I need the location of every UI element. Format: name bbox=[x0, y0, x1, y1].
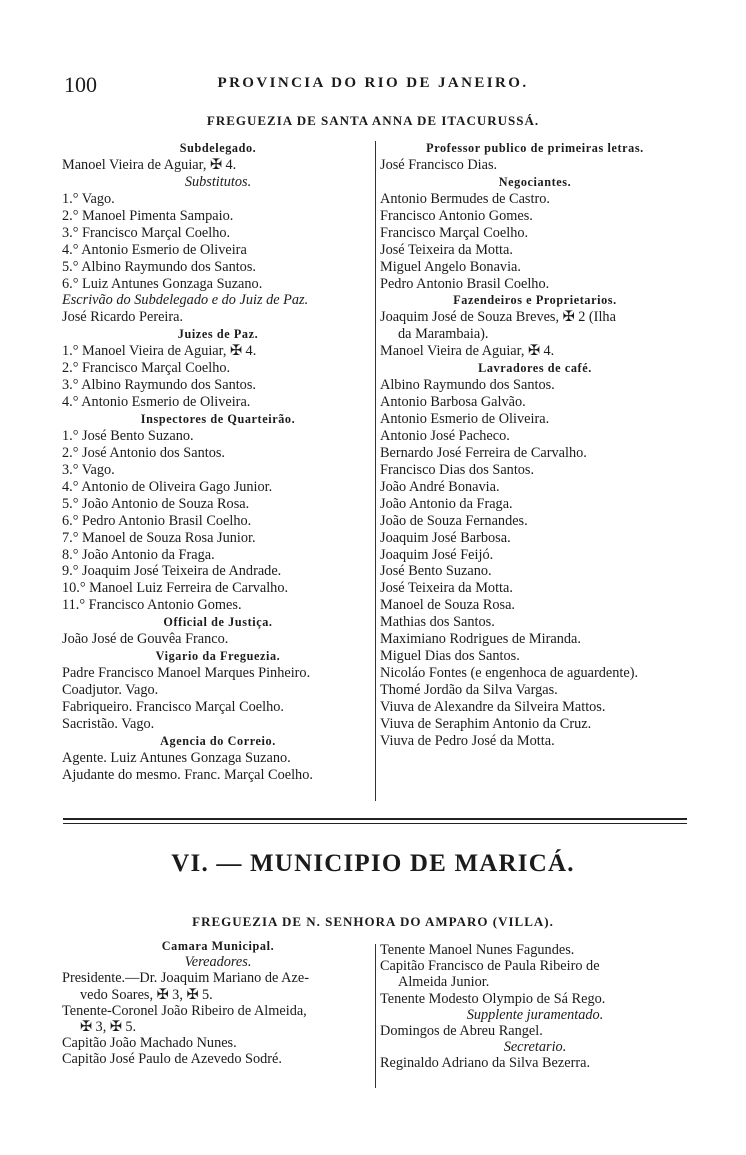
entry-line: Fabriqueiro. Francisco Marçal Coelho. bbox=[62, 698, 284, 715]
section1-left-column bbox=[62, 140, 374, 784]
entry-line: Secretario. bbox=[503, 1039, 567, 1056]
entry-line: José Teixeira da Motta. bbox=[380, 241, 513, 258]
chapter-title-marica: VI. — MUNICIPIO DE MARICÁ. bbox=[171, 850, 575, 877]
entry-line: Coadjutor. Vago. bbox=[62, 682, 159, 698]
entry-line: Miguel Angelo Bonavia. bbox=[380, 258, 521, 275]
entry-line: Tenente-Coronel João Ribeiro de Almeida, bbox=[62, 1002, 307, 1019]
entry-line: 3.° Albino Raymundo dos Santos. bbox=[62, 377, 256, 394]
entry-line: Domingos de Abreu Rangel. bbox=[380, 1022, 543, 1039]
entry-line: Maximiano Rodrigues de Miranda. bbox=[380, 631, 581, 648]
entry-line: Antonio José Pacheco. bbox=[380, 427, 510, 444]
section-heading: Official de Justiça. bbox=[163, 615, 273, 630]
entry-line: 5.° João Antonio de Souza Rosa. bbox=[62, 495, 250, 512]
entry-line: 10.° Manoel Luiz Ferreira de Carvalho. bbox=[62, 580, 289, 597]
entry-line: 2.° Manoel Pimenta Sampaio. bbox=[62, 207, 234, 224]
entry-line: Francisco Dias dos Santos. bbox=[380, 461, 535, 478]
entry-line: 4.° Antonio Esmerio de Oliveira bbox=[62, 241, 247, 258]
entry-line: Albino Raymundo dos Santos. bbox=[380, 377, 555, 394]
entry-line: Reginaldo Adriano da Silva Bezerra. bbox=[380, 1055, 591, 1072]
running-title: PROVINCIA DO RIO DE JANEIRO. bbox=[217, 75, 529, 91]
entry-line: Capitão José Paulo de Azevedo Sodré. bbox=[62, 1051, 282, 1068]
entry-line: Antonio Esmerio de Oliveira. bbox=[380, 411, 550, 427]
entry-line: Francisco Marçal Coelho. bbox=[380, 224, 529, 241]
entry-line: Ajudante do mesmo. Franc. Marçal Coelho. bbox=[62, 766, 313, 783]
entry-line: 3.° Francisco Marçal Coelho. bbox=[62, 224, 231, 241]
entry-line: 1.° Vago. bbox=[62, 190, 115, 207]
section-heading: Inspectores de Quarteirão. bbox=[140, 412, 296, 426]
entry-line: Almeida Junior. bbox=[398, 974, 490, 991]
section1-right-column bbox=[380, 140, 690, 750]
entry-line: José Francisco Dias. bbox=[380, 156, 498, 173]
entry-line: 11.° Francisco Antonio Gomes. bbox=[62, 597, 242, 614]
section2-right-column bbox=[380, 942, 690, 1072]
entry-line: Francisco Antonio Gomes. bbox=[380, 207, 533, 224]
entry-line: Antonio Barbosa Galvão. bbox=[380, 394, 526, 411]
entry-line: Presidente.—Dr. Joaquim Mariano de Aze- bbox=[62, 970, 309, 987]
entry-line: Viuva de Pedro José da Motta. bbox=[380, 732, 555, 749]
entry-line: Joaquim José Feijó. bbox=[380, 546, 494, 563]
entry-line: Viuva de Alexandre da Silveira Mattos. bbox=[380, 698, 606, 715]
section-rule-top bbox=[63, 818, 687, 820]
entry-line: 2.° José Antonio dos Santos. bbox=[62, 444, 225, 461]
entry-line: vedo Soares, ✠ 3, ✠ 5. bbox=[80, 986, 213, 1003]
entry-line: João Antonio da Fraga. bbox=[380, 495, 513, 512]
entry-line: Pedro Antonio Brasil Coelho. bbox=[380, 275, 550, 292]
entry-line: Padre Francisco Manoel Marques Pinheiro. bbox=[62, 665, 311, 682]
entry-line: José Teixeira da Motta. bbox=[380, 580, 513, 597]
parish-title-amparo: FREGUEZIA DE N. SENHORA DO AMPARO (VILLA). bbox=[192, 914, 554, 929]
column-divider-2 bbox=[375, 944, 376, 1088]
entry-line: Vereadores. bbox=[184, 954, 252, 971]
entry-line: Miguel Dias dos Santos. bbox=[380, 648, 520, 665]
entry-line: 5.° Albino Raymundo dos Santos. bbox=[62, 258, 256, 275]
entry-line: Sacristão. Vago. bbox=[62, 715, 155, 732]
entry-line: 9.° Joaquim José Teixeira de Andrade. bbox=[62, 563, 282, 580]
entry-line: 6.° Luiz Antunes Gonzaga Suzano. bbox=[62, 275, 263, 292]
entry-line: 3.° Vago. bbox=[62, 461, 115, 478]
entry-line: Thomé Jordão da Silva Vargas. bbox=[380, 682, 558, 698]
entry-line: Tenente Manoel Nunes Fagundes. bbox=[380, 942, 575, 958]
entry-line: 7.° Manoel de Souza Rosa Junior. bbox=[62, 529, 256, 546]
entry-line: 6.° Pedro Antonio Brasil Coelho. bbox=[62, 512, 252, 529]
section2-left-column bbox=[62, 938, 374, 1068]
section-heading: Lavradores de café. bbox=[478, 361, 592, 376]
entry-line: 4.° Antonio de Oliveira Gago Junior. bbox=[62, 478, 273, 495]
entry-line: 1.° Manoel Vieira de Aguiar, ✠ 4. bbox=[62, 343, 257, 360]
entry-line: Antonio Bermudes de Castro. bbox=[380, 190, 550, 207]
entry-line: Supplente juramentado. bbox=[466, 1006, 604, 1023]
entry-line: da Marambaia). bbox=[398, 326, 489, 343]
section-rule-bottom bbox=[63, 823, 687, 824]
section-heading: Agencia do Correio. bbox=[160, 733, 276, 748]
section-heading: Camara Municipal. bbox=[161, 939, 275, 953]
entry-line: Nicoláo Fontes (e engenhoca de aguardente). bbox=[380, 665, 639, 682]
entry-line: Viuva de Seraphim Antonio da Cruz. bbox=[380, 715, 592, 732]
entry-line: 4.° Antonio Esmerio de Oliveira. bbox=[62, 394, 251, 411]
parish-title-itacurussa: FREGUEZIA DE SANTA ANNA DE ITACURUSSÁ. bbox=[206, 113, 540, 128]
entry-line: Manoel Vieira de Aguiar, ✠ 4. bbox=[62, 156, 237, 173]
entry-line: João de Souza Fernandes. bbox=[380, 512, 528, 529]
entry-line: Escrivão do Subdelegado e do Juiz de Paz. bbox=[62, 292, 309, 309]
entry-line: Substitutos. bbox=[184, 173, 252, 190]
entry-line: José Bento Suzano. bbox=[380, 563, 492, 580]
section-heading: Subdelegado. bbox=[179, 141, 257, 155]
entry-line: José Ricardo Pereira. bbox=[62, 309, 184, 326]
entry-line: Bernardo José Ferreira de Carvalho. bbox=[380, 444, 587, 461]
entry-line: João José de Gouvêa Franco. bbox=[62, 631, 229, 648]
entry-line: Tenente Modesto Olympio de Sá Rego. bbox=[380, 990, 606, 1007]
entry-line: 2.° Francisco Marçal Coelho. bbox=[62, 360, 231, 377]
entry-line: Capitão João Machado Nunes. bbox=[62, 1035, 237, 1052]
entry-line: Joaquim José de Souza Breves, ✠ 2 (Ilha bbox=[380, 309, 616, 326]
entry-line: Agente. Luiz Antunes Gonzaga Suzano. bbox=[62, 749, 291, 766]
entry-line: João André Bonavia. bbox=[380, 478, 500, 495]
entry-line: Mathias dos Santos. bbox=[380, 614, 495, 631]
entry-line: Capitão Francisco de Paula Ribeiro de bbox=[380, 958, 600, 975]
entry-line: ✠ 3, ✠ 5. bbox=[80, 1018, 137, 1035]
section-heading: Negociantes. bbox=[498, 174, 572, 189]
entry-line: Joaquim José Barbosa. bbox=[380, 529, 511, 546]
entry-line: Manoel de Souza Rosa. bbox=[380, 597, 515, 614]
section-heading: Juizes de Paz. bbox=[177, 327, 259, 342]
entry-line: Manoel Vieira de Aguiar, ✠ 4. bbox=[380, 343, 555, 360]
column-divider bbox=[375, 141, 376, 801]
section-heading: Professor publico de primeiras letras. bbox=[426, 141, 644, 155]
section-heading: Vigario da Freguezia. bbox=[155, 649, 281, 664]
entry-line: 1.° José Bento Suzano. bbox=[62, 427, 194, 444]
entry-line: 8.° João Antonio da Fraga. bbox=[62, 546, 215, 563]
section-heading: Fazendeiros e Proprietarios. bbox=[453, 293, 617, 308]
page-number: 100 bbox=[64, 72, 97, 97]
